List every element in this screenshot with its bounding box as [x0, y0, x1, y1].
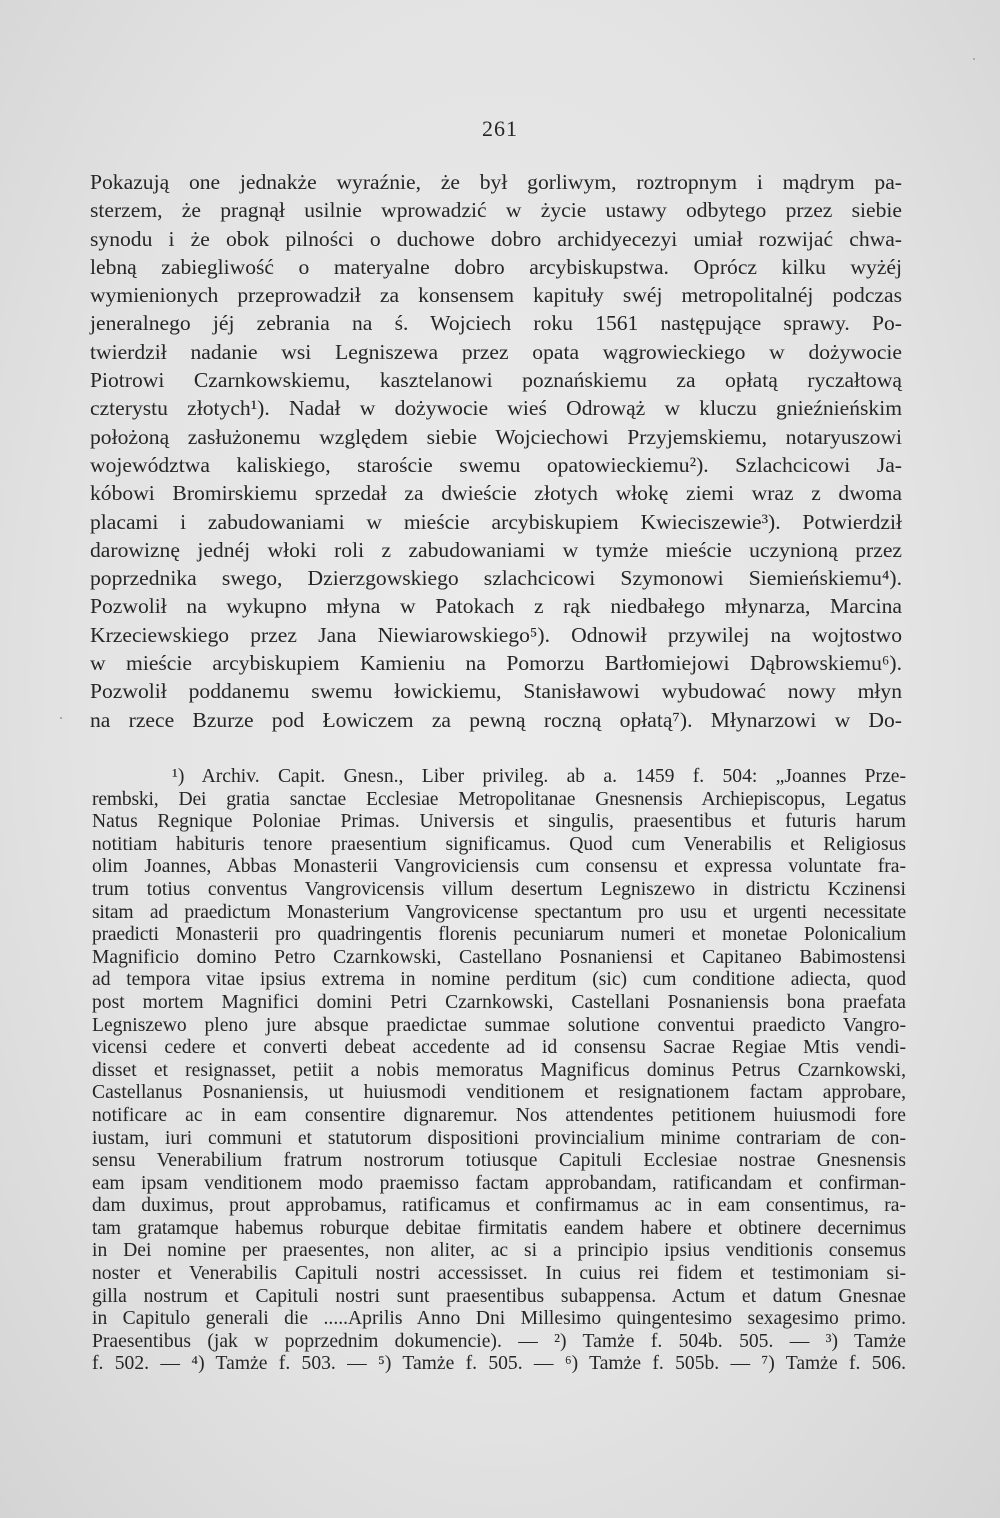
footnote-line: noster et Venerabilis Capituli nostri accessisset. In cuius rei fidem et testimoniam si- — [92, 1263, 906, 1285]
body-line: na rzece Bzurze pod Łowiczem za pewną roczną opłatą⁷). Młynarzowi w Do- — [90, 707, 902, 732]
footnote-line: Praesentibus (jak w poprzednim dokumencie). — ²) Tamże f. 504b. 505. — ³) Tamże — [92, 1330, 906, 1352]
footnote-line: gilla nostrum et Capituli nostri sunt praesentibus subappensa. Actum et datum Gnesnae — [92, 1285, 906, 1307]
footnote-line: eam ipsam venditionem modo praemisso factam approbandam, ratificandam et confirman- — [92, 1172, 906, 1194]
footnote-line: disset et resignasset, petiit a nobis memoratus Magnificus dominus Petrus Czarnkowski, — [92, 1059, 906, 1081]
body-line: Pokazują one jednakże wyraźnie, że był gorliwym, roztropnym i mądrym pa- — [90, 170, 902, 194]
footnote-line: Magnificio domino Petro Czarnkowski, Castellano Posnaniensi et Capitaneo Babimostensi — [92, 946, 906, 968]
body-line: w mieście arcybiskupiem Kamieniu na Pomorzu Bartłomiejowi Dąbrowskiemu⁶). — [90, 651, 902, 676]
body-line: lebną zabiegliwość o materyalne dobro arcybiskupstwa. Oprócz kilku wyżéj — [90, 254, 902, 279]
footnote-line: vicensi cedere et converti debeat accedente ad id consensu Sacrae Regiae Mtis vendi- — [92, 1037, 906, 1059]
body-line: województwa kaliskiego, staroście swemu opatowieckiemu²). Szlachcicowi Ja- — [90, 452, 902, 477]
footnote-line: ad tempora vitae ipsius extrema in nomine perditum (sic) cum conditione adiecta, quod — [92, 969, 906, 991]
footnote-line: ¹) Archiv. Capit. Gnesn., Liber privileg. ab a. 1459 f. 504: „Joannes Prze- — [172, 766, 906, 787]
body-line: Piotrowi Czarnkowskiemu, kasztelanowi poznańskiemu za opłatą ryczałtową — [90, 368, 902, 393]
footnote-line: sitam ad praedictum Monasterium Vangrovicense spectantum pro usu et urgenti necessitate — [92, 901, 906, 923]
body-line: Krzeciewskiego przez Jana Niewiarowskiego⁵). Odnowił przywilej na wojtostwo — [90, 622, 902, 647]
footnote-line: Castellanus Posnaniensis, ut huiusmodi venditionem et resignationem factam approbare, — [92, 1082, 906, 1104]
footnote-line: Natus Regnique Poloniae Primas. Universis et singulis, praesentibus et futuris harum — [92, 811, 906, 833]
paper-speck — [973, 58, 975, 60]
footnote-line: in Dei nomine per praesentes, non aliter, ac si a principio ipsius venditionis consemus — [92, 1240, 906, 1262]
body-line: kóbowi Bromirskiemu sprzedał za dwieście złotych włokę ziemi wraz z dwoma — [90, 481, 902, 506]
footnotes — [92, 766, 906, 1376]
footnote-line: notificare ac in eam consentire dignaremur. Nos attendentes petitionem huiusmodi fore — [92, 1104, 906, 1126]
footnote-line: notitiam habituris tenore praesentium significamus. Quod cum Venerabilis et Religiosus — [92, 833, 906, 855]
body-line: czterystu złotych¹). Nadał w dożywocie wieś Odrowąż w kluczu gnieźnieńskim — [90, 396, 902, 421]
body-line: darowiznę jednéj włoki roli z zabudowaniami w tymże mieście uczynioną przez — [90, 537, 902, 562]
main-body-text — [90, 168, 902, 734]
body-line: placami i zabudowaniami w mieście arcybiskupiem Kwieciszewie³). Potwierdził — [90, 509, 902, 534]
body-line: jeneralnego jéj zebrania na ś. Wojciech roku 1561 następujące sprawy. Po- — [90, 311, 902, 336]
page-number: 261 — [482, 116, 518, 141]
footnote-line: trum totius conventus Vangrovicensis villum desertum Legniszewo in districtu Kczinensi — [92, 878, 906, 900]
footnote-line: in Capitulo generali die .....Aprilis Anno Dni Millesimo quingentesimo sexagesimo primo. — [92, 1308, 906, 1330]
footnote-line: post mortem Magnifici domini Petri Czarnkowski, Castellani Posnaniensis bona praefata — [92, 991, 906, 1013]
footnote-line: praedicti Monasterii pro quadringentis florenis pecuniarum numeri et monetae Polonicalium — [92, 924, 906, 946]
body-line: sterzem, że pragnął usilnie wprowadzić w życie ustawy odbytego przez siebie — [90, 198, 902, 223]
body-line: Pozwolił na wykupno młyna w Patokach z rąk niedbałego młynarza, Marcina — [90, 594, 902, 619]
footnote-line: iustam, iuri communi et statutorum dispositioni provincialium minime contrariam de con- — [92, 1127, 906, 1149]
body-line: synodu i że obok pilności o duchowe dobro archidyecezyi umiał rozwijać chwa- — [90, 226, 902, 251]
body-line: Pozwolił poddanemu swemu łowickiemu, Stanisławowi wybudować nowy młyn — [90, 679, 902, 704]
paper-speck — [60, 717, 62, 719]
footnote-line: Legniszewo pleno jure absque praedictae summae solutione conventui praedicto Vangro- — [92, 1014, 906, 1036]
body-line: położoną zasłużonemu względem siebie Wojciechowi Przyjemskiemu, notaryuszowi — [90, 424, 902, 449]
footnote-line: dam duximus, prout approbamus, ratificamus et confirmamus ac in eam consentimus, ra- — [92, 1195, 906, 1217]
footnote-line: rembski, Dei gratia sanctae Ecclesiae Metropolitanae Gnesnensis Archiepiscopus, Legatus — [92, 788, 906, 810]
body-line: wymienionych przeprowadził za konsensem kapituły swéj metropolitalnéj podczas — [90, 283, 902, 308]
body-line: poprzednika swego, Dzierzgowskiego szlachcicowi Szymonowi Siemieńskiemu⁴). — [90, 566, 902, 591]
footnote-line: f. 502. — ⁴) Tamże f. 503. — ⁵) Tamże f. 505. — ⁶) Tamże f. 505b. — ⁷) Tamże f. 506. — [92, 1353, 906, 1375]
footnote-line: tam gratamque habemus roburque debitae firmitatis eandem habere et obtinere decernimus — [92, 1217, 906, 1239]
footnote-line: olim Joannes, Abbas Monasterii Vangroviciensis cum consensu et expressa voluntate fra- — [92, 856, 906, 878]
footnote-line: sensu Venerabilium fratrum nostrorum totiusque Capituli Ecclesiae nostrae Gnesnensis — [92, 1150, 906, 1172]
body-line: twierdził nadanie wsi Legniszewa przez opata wągrowieckiego w dożywocie — [90, 339, 902, 364]
